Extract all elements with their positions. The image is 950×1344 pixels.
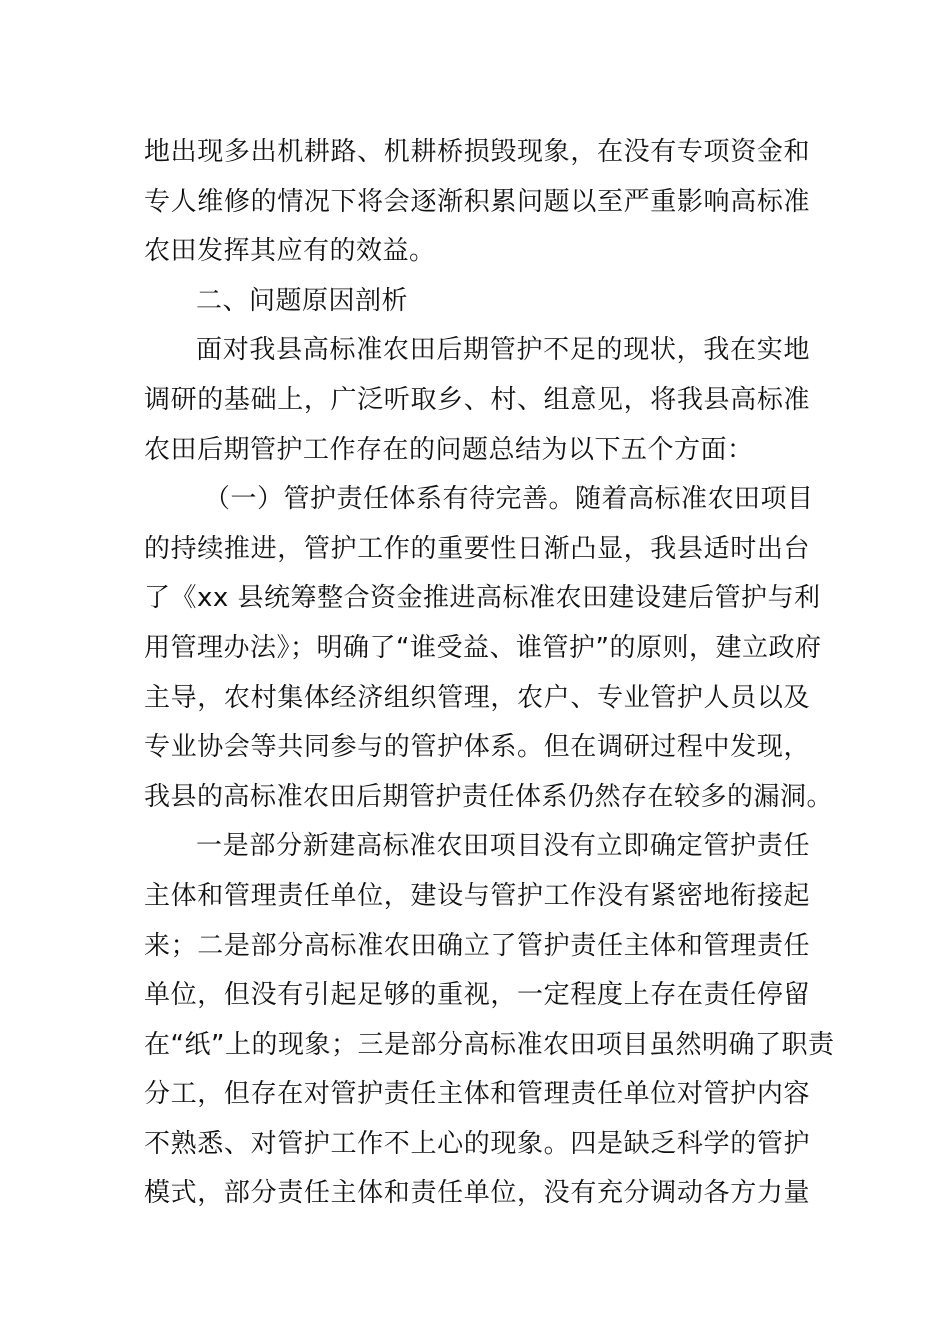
text-line: 主体和管理责任单位，建设与管护工作没有紧密地衔接起: [144, 880, 810, 911]
document-body: [144, 128, 835, 1219]
text-line: 一是部分新建高标准农田项目没有立即确定管护责任: [196, 831, 810, 862]
text-line: 单位，但没有引起足够的重视，一定程度上存在责任停留: [144, 980, 810, 1011]
text-line: 模式，部分责任主体和责任单位，没有充分调动各方力量: [144, 1178, 810, 1209]
text-line: 调研的基础上，广泛听取乡、村、组意见，将我县高标准: [144, 384, 810, 415]
text-line: 农田后期管护工作存在的问题总结为以下五个方面：: [144, 434, 754, 465]
text-line: 面对我县高标准农田后期管护不足的现状，我在实地: [196, 335, 810, 366]
text-line: 农田发挥其应有的效益。: [144, 236, 436, 267]
text-line: 不熟悉、对管护工作不上心的现象。四是缺乏科学的管护: [144, 1128, 810, 1159]
text-line: 我县的高标准农田后期管护责任体系仍然存在较多的漏洞。: [144, 781, 834, 812]
text-line: 来；二是部分高标准农田确立了管护责任主体和管理责任: [144, 930, 810, 961]
text-line: 的持续推进，管护工作的重要性日渐凸显，我县适时出台: [144, 533, 810, 564]
text-line: 了《xx 县统筹整合资金推进高标准农田建设建后管护与利: [144, 583, 821, 614]
text-line: 专人维修的情况下将会逐渐积累问题以至严重影响高标准: [144, 186, 810, 217]
text-line: 在“纸”上的现象；三是部分高标准农田项目虽然明确了职责: [144, 1029, 835, 1060]
text-line: 分工，但存在对管护责任主体和管理责任单位对管护内容: [144, 1079, 810, 1110]
section-heading: 二、问题原因剖析: [196, 285, 409, 316]
text-line: 用管理办法》；明确了“谁受益、谁管护”的原则，建立政府: [144, 632, 822, 663]
text-line: 专业协会等共同参与的管护体系。但在调研过程中发现，: [144, 732, 810, 763]
text-line: 地出现多出机耕路、机耕桥损毁现象，在没有专项资金和: [144, 137, 810, 167]
subsection-heading: （一）管护责任体系有待完善。随着高标准农田项目: [204, 484, 814, 515]
text-line: 主导，农村集体经济组织管理，农户、专业管护人员以及: [144, 682, 810, 713]
